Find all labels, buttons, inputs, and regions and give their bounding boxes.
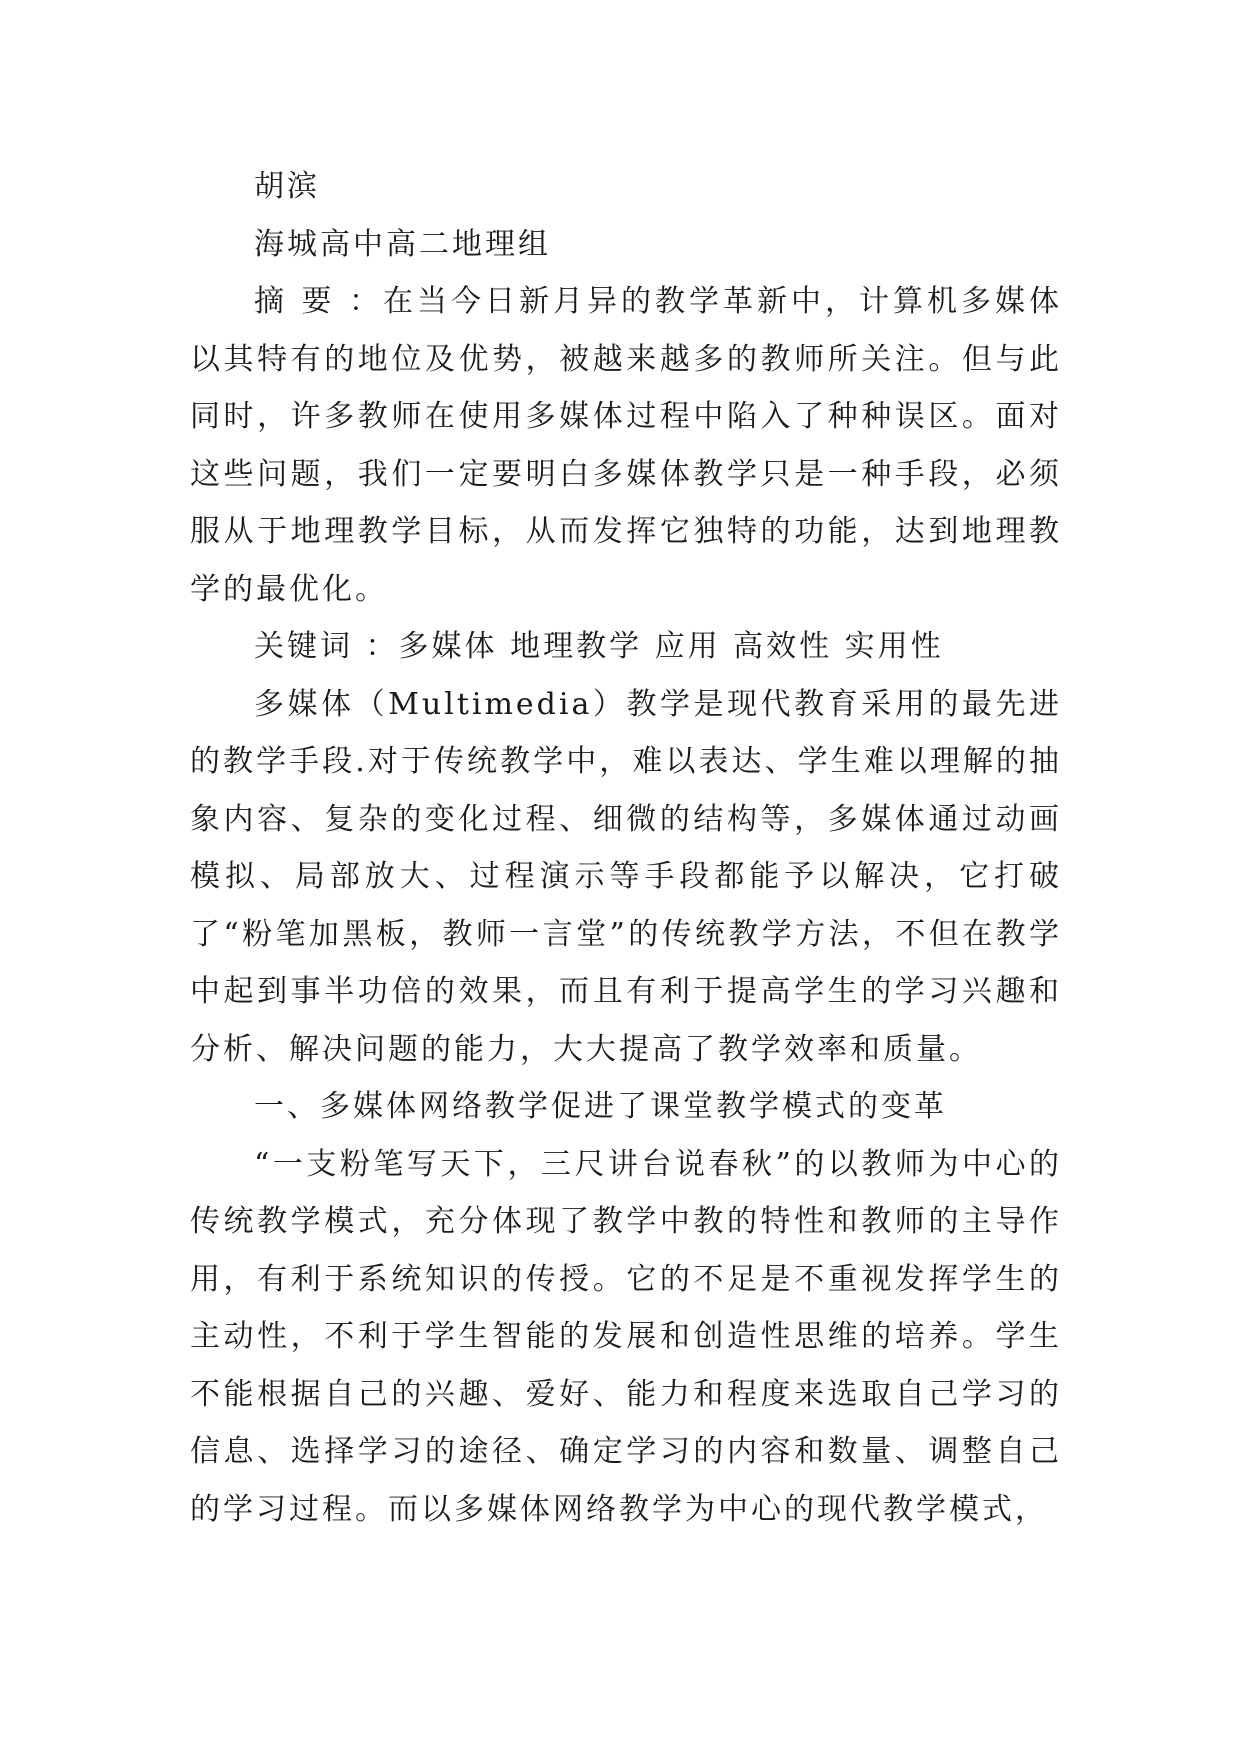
document-body	[190, 158, 1062, 1538]
section-paragraph: “一支粉笔写天下，三尺讲台说春秋”的以教师为中心的传统教学模式，充分体现了教学中教的特性和教师的主导作用，有利于系统知识的传授。它的不足是不重视发挥学生的主动性，不利于学生智能的发展和创造性思维的培养。学生不能根据自己的兴趣、爱好、能力和程度来选取自己学习的信息、选择学习的途径、确定学习的内容和数量、调整自己的学习过程。而以多媒体网络教学为中心的现代教学模式，	[190, 1146, 1062, 1527]
abstract-paragraph: 摘 要 ：在当今日新月异的教学革新中，计算机多媒体以其特有的地位及优势，被越来越多的教师所关注。但与此同时，许多教师在使用多媒体过程中陷入了种种误区。面对这些问题，我们一定要明白多媒体教学只是一种手段，必须服从于地理教学目标，从而发挥它独特的功能，达到地理教学的最优化。	[190, 284, 1062, 607]
intro-paragraph: 多媒体（Multimedia）教学是现代教育采用的最先进的教学手段.对于传统教学中，难以表达、学生难以理解的抽象内容、复杂的变化过程、细微的结构等，多媒体通过动画模拟、局部放大、过程演示等手段都能予以解决，它打破了“粉笔加黑板，教师一言堂”的传统教学方法，不但在教学中起到事半功倍的效果，而且有利于提高学生的学习兴趣和分析、解决问题的能力，大大提高了教学效率和质量。	[190, 686, 1062, 1067]
keywords-line: 关键词 ：多媒体 地理教学 应用 高效性 实用性	[254, 629, 944, 664]
author-name: 胡滨	[254, 169, 320, 204]
section-heading: 一、多媒体网络教学促进了课堂教学模式的变革	[254, 1089, 947, 1124]
author-affiliation: 海城高中高二地理组	[254, 226, 551, 262]
